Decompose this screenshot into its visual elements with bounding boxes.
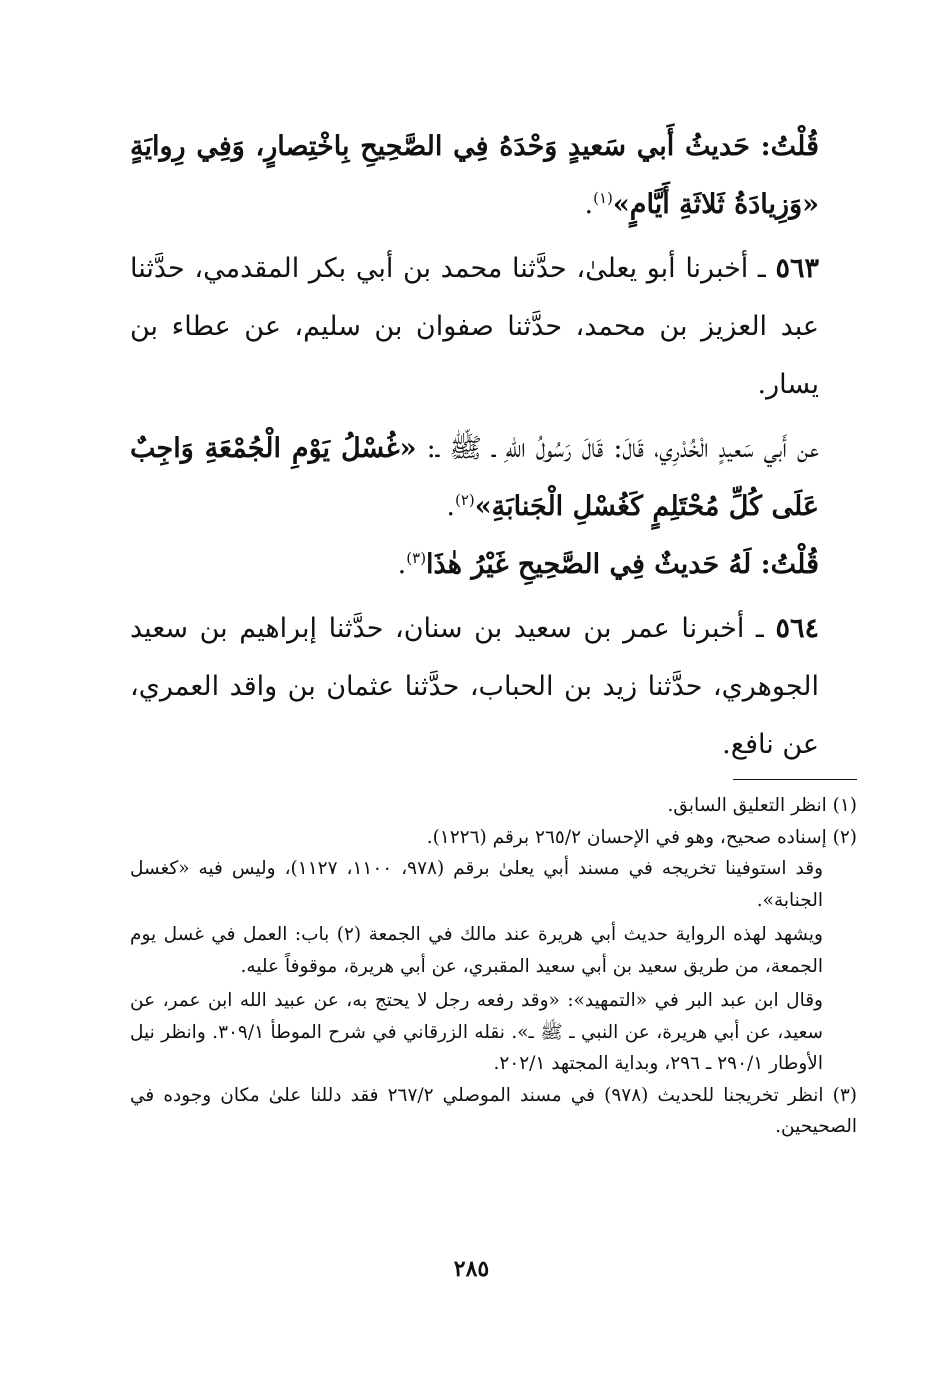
commentary-paragraph-2: قُلْتُ: لَهُ حَديثٌ فِي الصَّحِيحِ غَيْرُ هٰذَا$^{(٣)}$. (397, 549, 819, 580)
footnotes (130, 790, 857, 1143)
footnote-separator (733, 779, 857, 780)
footnote-3: (٣) انظر تخريجنا للحديث (٩٧٨) في مسند الموصلي ٢٦٧/٢ فقد دللنا علىٰ مكان وجوده في الصحيحين. (130, 1084, 858, 1137)
hadith-number-563: ٥٦٣ (775, 253, 819, 284)
footnote-ref-2[interactable]: (٢) (455, 491, 475, 509)
hadith-563-isnad: ٥٦٣ ـ أخبرنا أبو يعلىٰ، حدَّثنا محمد بن أبي بكر المقدمي، حدَّثنا عبد العزيز بن محمد، حدَّثنا صفوان بن سليم، عن عطاء بن يسار. (130, 253, 819, 400)
page-number: ٢٨٥ (453, 1256, 490, 1282)
commentary-paragraph-1: قُلْتُ: حَديثُ أَبي سَعيدٍ وَحْدَهُ فِي الصَّحِيحِ بِاخْتِصارٍ، وَفِي رِوايَةٍ «وَزِيادَةُ ثَلاثَةِ أَيَّامٍ»$^{(١)}$. (130, 131, 819, 220)
footnote-2-continuation-1: وقد استوفينا تخريجه في مسند أبي يعلىٰ برقم (٩٧٨، ١١٠٠، ١١٢٧)، وليس فيه «كغسل الجنابة». (130, 858, 824, 911)
hadith-564-isnad: ٥٦٤ ـ أخبرنا عمر بن سعيد بن سنان، حدَّثنا إبراهيم بن سعيد الجوهري، حدَّثنا زيد بن الحباب، حدَّثنا عثمان بن واقد العمري، عن نافع. (130, 613, 819, 760)
footnote-2-continuation-2: ويشهد لهذه الرواية حديث أبي هريرة عند مالك في الجمعة (٢) باب: العمل في غسل يوم الجمعة، من طريق سعيد بن أبي سعيد المقبري، عن أبي هريرة، موقوفاً عليه. (130, 924, 823, 977)
hadith-number-564: ٥٦٤ (775, 613, 819, 644)
footnote-ref-3[interactable]: (٣) (406, 549, 427, 567)
hadith-563-matn: عن أَبي سَعيدٍ الْخُدْرِي، قَالَ: قَالَ رَسُولُ اللهِ ـ ﷺ ـ: «غُسْلُ يَوْمِ الْجُمْعَةِ وَاجِبٌ عَلَى كُلِّ مُحْتَلِمٍ كَغُسْلِ الْجَنابَةِ»$^{(٢)}$. (130, 433, 819, 522)
footnote-1: (١) انظر التعليق السابق. (667, 795, 857, 816)
main-text (130, 118, 871, 774)
footnote-2: (٢) إسناده صحيح، وهو في الإحسان ٢٦٥/٢ برقم (١٢٢٦). (426, 826, 857, 848)
footnote-2-continuation-3: وقال ابن عبد البر في «التمهيد»: «وقد رفعه رجل لا يحتج به، عن عبيد الله ابن عمر، عن سعيد، عن أبي هريرة، عن النبي ـ ﷺ ـ». نقله الزرقاني في شرح الموطأ ٣٠٩/١. وانظر نيل الأوطار ٢٩٠/١ ـ ٢٩٦، وبداية المجتهد ٢٠٢/١. (130, 990, 823, 1074)
footnote-ref-1[interactable]: (١) (593, 189, 613, 207)
